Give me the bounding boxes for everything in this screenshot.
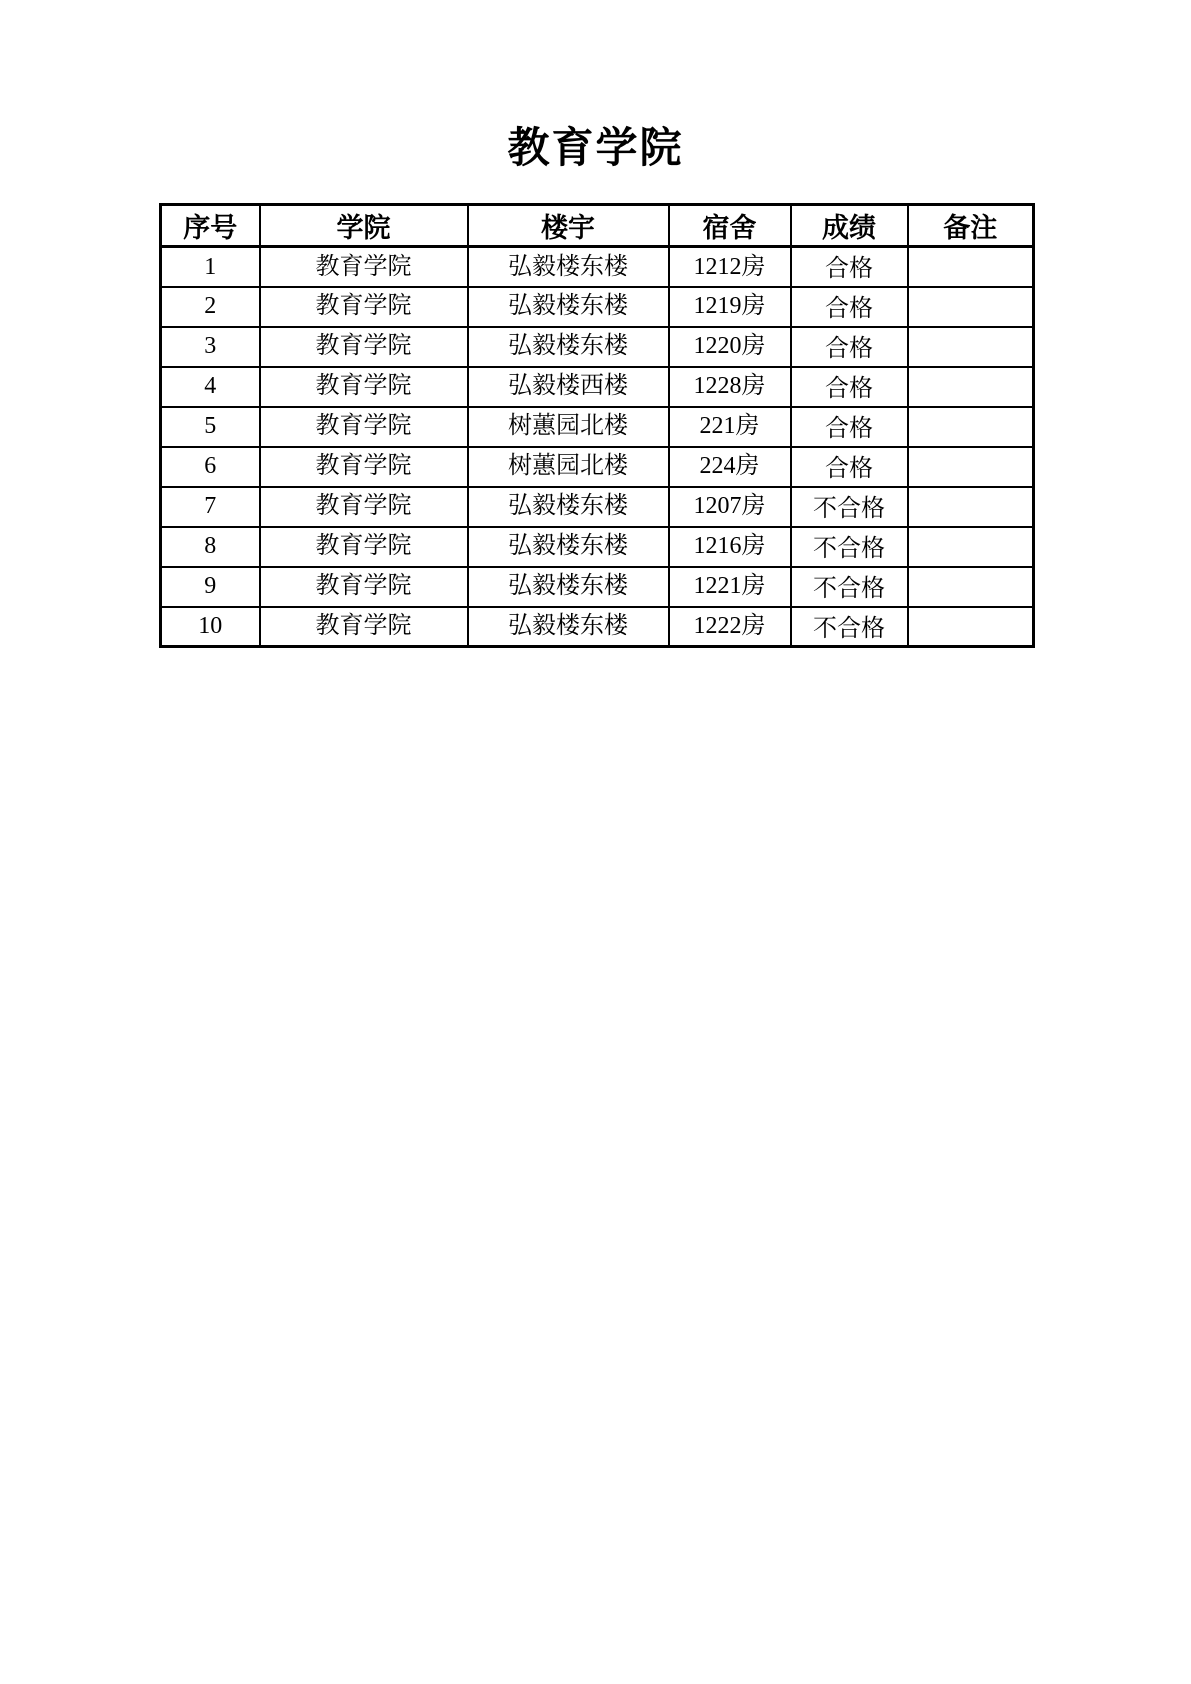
- cell-seq: 9: [161, 567, 260, 607]
- header-cell-score: 成绩: [791, 205, 908, 247]
- cell-building: 弘毅楼东楼: [468, 527, 669, 567]
- cell-building: 弘毅楼东楼: [468, 327, 669, 367]
- dorm-inspection-table: [159, 203, 1035, 648]
- header-cell-remark: 备注: [908, 205, 1034, 247]
- cell-building: 弘毅楼东楼: [468, 287, 669, 327]
- cell-seq: 8: [161, 527, 260, 567]
- table-row: [161, 407, 1034, 447]
- table-row: [161, 487, 1034, 527]
- table-row: [161, 607, 1034, 647]
- cell-building: 弘毅楼东楼: [468, 247, 669, 287]
- cell-college: 教育学院: [260, 327, 468, 367]
- cell-room: 1228房: [669, 367, 791, 407]
- cell-remark: [908, 407, 1034, 447]
- cell-remark: [908, 327, 1034, 367]
- table-row: [161, 287, 1034, 327]
- cell-score: 不合格: [791, 527, 908, 567]
- cell-score: 合格: [791, 367, 908, 407]
- cell-college: 教育学院: [260, 527, 468, 567]
- cell-seq: 5: [161, 407, 260, 447]
- cell-remark: [908, 567, 1034, 607]
- table-row: [161, 567, 1034, 607]
- cell-score: 合格: [791, 247, 908, 287]
- cell-college: 教育学院: [260, 407, 468, 447]
- cell-room: 1222房: [669, 607, 791, 647]
- cell-seq: 7: [161, 487, 260, 527]
- cell-room: 221房: [669, 407, 791, 447]
- header-cell-building: 楼宇: [468, 205, 669, 247]
- cell-college: 教育学院: [260, 607, 468, 647]
- cell-seq: 10: [161, 607, 260, 647]
- cell-room: 1216房: [669, 527, 791, 567]
- cell-score: 合格: [791, 407, 908, 447]
- table-row: [161, 367, 1034, 407]
- header-row: [161, 205, 1034, 247]
- cell-building: 弘毅楼东楼: [468, 487, 669, 527]
- table-row: [161, 247, 1034, 287]
- cell-score: 不合格: [791, 487, 908, 527]
- header-cell-college: 学院: [260, 205, 468, 247]
- cell-room: 1212房: [669, 247, 791, 287]
- cell-seq: 6: [161, 447, 260, 487]
- cell-building: 弘毅楼东楼: [468, 607, 669, 647]
- cell-remark: [908, 447, 1034, 487]
- cell-seq: 4: [161, 367, 260, 407]
- cell-college: 教育学院: [260, 367, 468, 407]
- cell-college: 教育学院: [260, 447, 468, 487]
- cell-room: 1219房: [669, 287, 791, 327]
- cell-remark: [908, 247, 1034, 287]
- cell-remark: [908, 607, 1034, 647]
- cell-college: 教育学院: [260, 287, 468, 327]
- cell-score: 合格: [791, 327, 908, 367]
- cell-remark: [908, 367, 1034, 407]
- page-title: 教育学院: [507, 126, 684, 172]
- cell-score: 不合格: [791, 607, 908, 647]
- cell-building: 弘毅楼东楼: [468, 567, 669, 607]
- cell-score: 不合格: [791, 567, 908, 607]
- cell-room: 1221房: [669, 567, 791, 607]
- cell-college: 教育学院: [260, 487, 468, 527]
- header-cell-seq: 序号: [161, 205, 260, 247]
- cell-college: 教育学院: [260, 247, 468, 287]
- cell-building: 弘毅楼西楼: [468, 367, 669, 407]
- header-cell-room: 宿舍: [669, 205, 791, 247]
- cell-remark: [908, 527, 1034, 567]
- cell-room: 224房: [669, 447, 791, 487]
- cell-seq: 1: [161, 247, 260, 287]
- cell-building: 树蕙园北楼: [468, 447, 669, 487]
- cell-building: 树蕙园北楼: [468, 407, 669, 447]
- cell-score: 合格: [791, 447, 908, 487]
- cell-college: 教育学院: [260, 567, 468, 607]
- cell-room: 1220房: [669, 327, 791, 367]
- table-row: [161, 447, 1034, 487]
- cell-seq: 3: [161, 327, 260, 367]
- table-row: [161, 327, 1034, 367]
- cell-score: 合格: [791, 287, 908, 327]
- cell-remark: [908, 487, 1034, 527]
- table-row: [161, 527, 1034, 567]
- cell-remark: [908, 287, 1034, 327]
- cell-room: 1207房: [669, 487, 791, 527]
- cell-seq: 2: [161, 287, 260, 327]
